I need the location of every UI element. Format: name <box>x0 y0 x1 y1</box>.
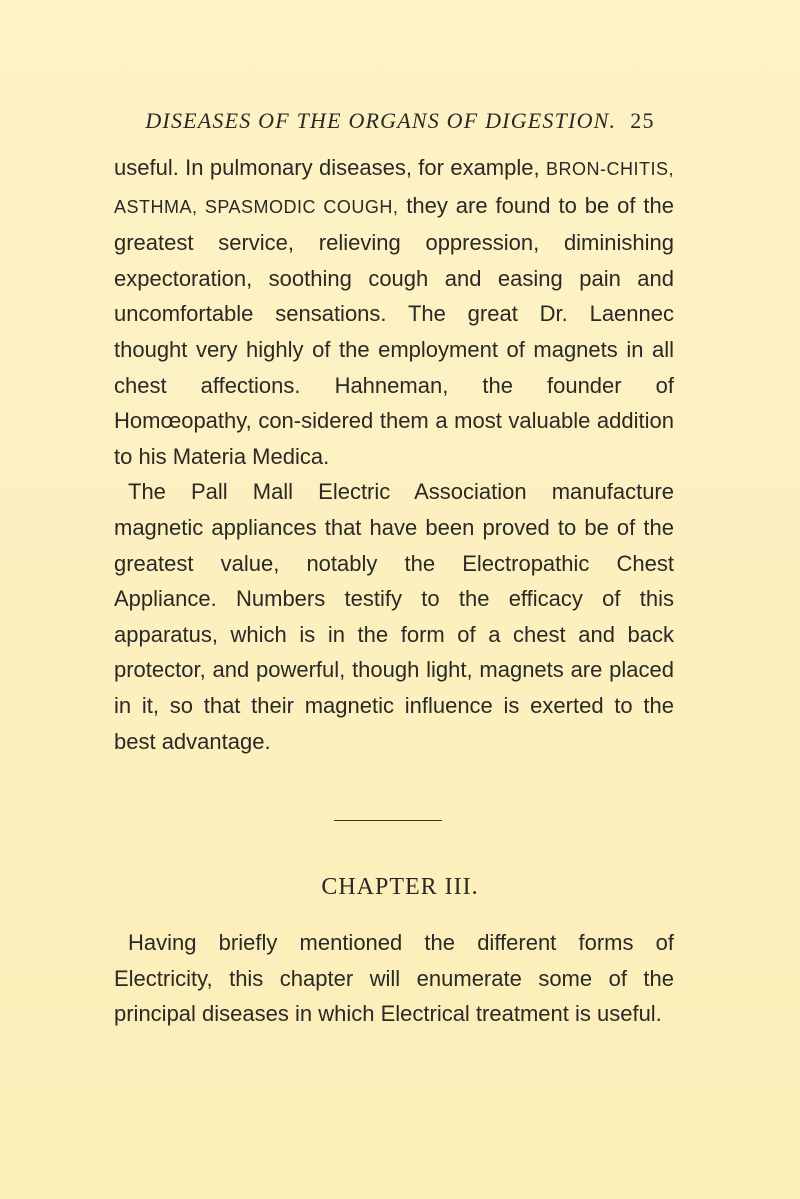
chapter-heading: CHAPTER III. <box>321 874 479 900</box>
paragraph-pulmonary <box>114 150 674 474</box>
running-head <box>0 108 800 134</box>
chapter-text <box>114 925 674 1032</box>
paragraph-pulmonary-text-2: they are found to be of the greatest service, relieving oppression, diminishing expectoration, soothing cough and easing pain and uncomfortable sensations. The great Dr. Laennec thought very highly of the employment of magnets in all chest affections. Hahneman, the founder of Homœopathy, con-sidered them a most valuable addition to his Materia Medica. <box>114 192 674 469</box>
page-number: 25 <box>630 108 655 133</box>
paragraph-pall-mall: The Pall Mall Electric Association manufacture magnetic appliances that have been proved to be of the greatest value, notably the Electropathic Chest Appliance. Numbers testify to the efficacy of this apparatus, which is in the form of a chest and back protector, and powerful, though light, magnets are placed in it, so that their magnetic influence is exerted to the best advantage. <box>114 479 674 754</box>
paragraph-pulmonary-text-1: useful. In pulmonary diseases, for example, <box>114 155 546 180</box>
chapter-divider <box>334 820 442 821</box>
disease-small-caps: BRON-CHITIS, ASTHMA, SPASMODIC COUGH, <box>114 159 674 217</box>
running-head-title: DISEASES OF THE ORGANS OF DIGESTION. <box>145 108 617 133</box>
paragraph-chapter-intro: Having briefly mentioned the different forms of Electricity, this chapter will enumerate some of the principal diseases in which Electrical treatment is useful. <box>114 930 674 1027</box>
main-text <box>114 150 674 759</box>
